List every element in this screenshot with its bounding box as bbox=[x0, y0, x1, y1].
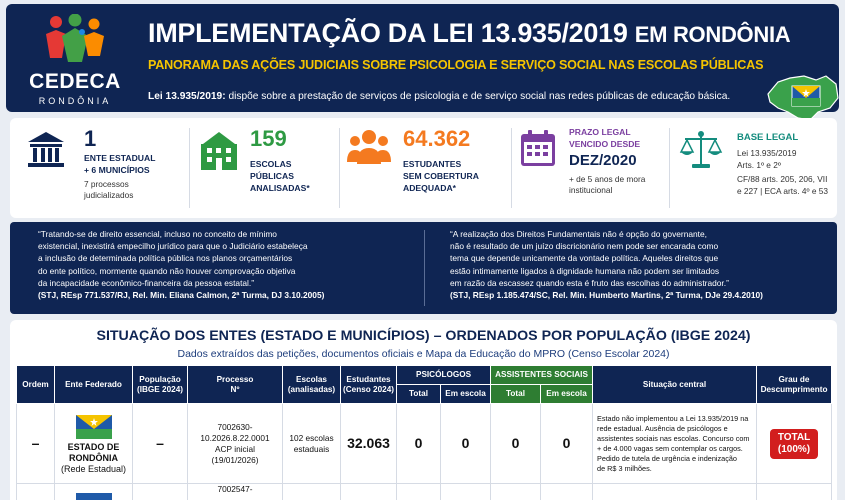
quote-left-line: a inclusão de determinada política pública nos planos orçamentários bbox=[38, 253, 293, 264]
cell-ordem: – bbox=[17, 404, 55, 484]
calendar-icon bbox=[519, 128, 557, 168]
cell-empty bbox=[283, 484, 341, 500]
quote-right-line: em razão da escassez quando esta é fruto das escolhas do administrador.” bbox=[450, 277, 729, 288]
header-processo bbox=[188, 366, 283, 404]
escolas-label-2: PÚBLICAS bbox=[250, 171, 294, 181]
header-estudantes bbox=[341, 366, 397, 404]
base-legal-arts: Arts. 1º e 2º bbox=[737, 160, 781, 170]
base-legal-cf: CF/88 arts. 205, 206, VII bbox=[737, 174, 828, 184]
quote-right-line: tema que depende unicamente da vontade política. Aqueles direitos que bbox=[450, 253, 719, 264]
entes-judicializados: judicializados bbox=[84, 190, 134, 200]
prazo-institucional: institucional bbox=[569, 185, 613, 195]
situacao-section bbox=[10, 320, 837, 500]
header-estudantes-line: Estudantes bbox=[346, 374, 391, 384]
base-legal-title: BASE LEGAL bbox=[737, 132, 799, 143]
situacao-line: Pedido de tutela de urgência e indenização bbox=[597, 453, 737, 463]
stat-base-legal bbox=[675, 118, 835, 218]
title-main: IMPLEMENTAÇÃO DA LEI 13.935/2019 bbox=[148, 18, 628, 48]
cell-empty bbox=[397, 484, 441, 500]
processo-line: 7002630- bbox=[217, 421, 253, 432]
brand-name: CEDECA bbox=[29, 70, 121, 93]
quote-left-line: existencial, inexistirá empecilho jurídico para que o Judiciário estabeleça bbox=[38, 241, 308, 252]
brand-subtitle: RONDÔNIA bbox=[38, 96, 112, 106]
ente-name-line: ESTADO DE bbox=[67, 441, 120, 452]
header-ordem: Ordem bbox=[17, 366, 55, 404]
prazo-mora: + de 5 anos de mora bbox=[569, 174, 646, 184]
header-escolas-line: Escolas bbox=[296, 374, 327, 384]
cell-ass-escola: 0 bbox=[541, 404, 593, 484]
cell-empty bbox=[491, 484, 541, 500]
quote-right-line: “A realização dos Direitos Fundamentais não é opção do governante, bbox=[450, 229, 707, 239]
quote-left bbox=[38, 228, 418, 301]
header-populacao bbox=[133, 366, 188, 404]
table-row bbox=[17, 404, 832, 484]
ente-name-line: RONDÔNIA bbox=[69, 452, 118, 463]
header-grau bbox=[757, 366, 832, 404]
header-populacao-line: População bbox=[139, 374, 181, 384]
header-grau-line: Descumprimento bbox=[760, 384, 828, 394]
quote-left-line: “Tratando-se de direito essencial, incluso no conceito de mínimo bbox=[38, 229, 277, 239]
situacao-line: Estado não implementou a Lei 13.935/2019 na bbox=[597, 413, 749, 423]
base-legal-lei: Lei 13.935/2019 bbox=[737, 148, 797, 158]
cell-estudantes: 32.063 bbox=[341, 404, 397, 484]
badge-line: TOTAL bbox=[777, 431, 811, 443]
scales-of-justice-icon bbox=[679, 130, 723, 170]
header-processo-line: Processo bbox=[216, 374, 254, 384]
header-psicologos: PSICÓLOGOS bbox=[397, 366, 491, 385]
quote-right-line: não é resultado de um juízo discricionário nem pode ser encarada como bbox=[450, 241, 719, 252]
quote-right-line: estão intimamente ligados à dignidade humana não podem ser limitados bbox=[450, 265, 720, 276]
entes-label-1: ENTE ESTADUAL bbox=[84, 153, 156, 163]
processo-line: 10.2026.8.22.0001 bbox=[200, 432, 270, 443]
entes-count: 1 bbox=[84, 126, 97, 151]
quote-left-reference: (STJ, REsp 771.537/RJ, Rel. Min. Eliana Calmon, 2ª Turma, DJ 3.10.2005) bbox=[38, 290, 325, 301]
cell-empty bbox=[341, 484, 397, 500]
situacao-line: de R$ 3 milhões. bbox=[597, 463, 652, 473]
cedeca-logo bbox=[20, 12, 130, 104]
section-subtitle: Dados extraídos das petições, documentos oficiais e Mapa da Educação do MPRO (Censo Escolar 2024) bbox=[177, 348, 670, 360]
escolas-line: 102 escolas bbox=[289, 432, 334, 443]
cell-empty bbox=[757, 484, 832, 500]
header-assistentes: ASSISTENTES SOCIAIS bbox=[491, 366, 593, 385]
cell-ente bbox=[55, 404, 133, 484]
page-subtitle: PANORAMA DAS AÇÕES JUDICIAIS SOBRE PSICOLOGIA E SERVIÇO SOCIAL NAS ESCOLAS PÚBLICAS bbox=[148, 58, 764, 72]
ente-rede: (Rede Estadual) bbox=[60, 463, 127, 474]
table-row bbox=[17, 484, 832, 500]
stat-prazo bbox=[517, 118, 667, 218]
cell-flag bbox=[55, 484, 133, 500]
header-populacao-line: (IBGE 2024) bbox=[137, 384, 183, 394]
estudantes-label-3: ADEQUADA* bbox=[403, 183, 456, 193]
quotes-panel bbox=[10, 222, 837, 314]
prazo-label-2: VENCIDO DESDE bbox=[569, 139, 641, 149]
quote-right bbox=[450, 228, 835, 301]
quote-divider bbox=[424, 230, 425, 306]
escolas-label-3: ANALISADAS* bbox=[250, 183, 310, 193]
school-icon bbox=[199, 130, 239, 172]
header-ente: Ente Federado bbox=[55, 366, 133, 404]
situacao-line: assistentes sociais nas escolas. Concurso com bbox=[597, 433, 750, 443]
processo-line: (19/01/2026) bbox=[211, 454, 259, 465]
rondonia-flag-icon bbox=[76, 415, 112, 439]
stat-entes bbox=[22, 118, 182, 218]
processo-line: ACP inicial bbox=[215, 443, 255, 454]
flag-icon bbox=[76, 493, 112, 500]
title-suffix: EM RONDÔNIA bbox=[634, 22, 791, 47]
cell-empty bbox=[133, 484, 188, 500]
cell-empty bbox=[17, 484, 55, 500]
entes-processos: 7 processos bbox=[84, 179, 129, 189]
estudantes-label-1: ESTUDANTES bbox=[403, 159, 462, 169]
students-icon bbox=[347, 128, 391, 168]
cell-processo-2: 7002547- bbox=[188, 484, 283, 500]
estudantes-label-2: SEM COBERTURA bbox=[403, 171, 479, 181]
law-text: dispõe sobre a prestação de serviços de psicologia e de serviço social nas redes públicas de educação básica. bbox=[228, 91, 731, 102]
stat-estudantes bbox=[345, 118, 510, 218]
cell-empty bbox=[593, 484, 757, 500]
header-estudantes-line: (Censo 2024) bbox=[343, 384, 394, 394]
header-situacao: Situação central bbox=[593, 366, 757, 404]
escolas-line: estaduais bbox=[293, 443, 330, 454]
cell-grau bbox=[757, 404, 832, 484]
cell-psi-escola: 0 bbox=[441, 404, 491, 484]
rondonia-map-icon bbox=[764, 72, 842, 124]
prazo-label-1: PRAZO LEGAL bbox=[569, 127, 631, 137]
escolas-label-1: ESCOLAS bbox=[250, 159, 292, 169]
estudantes-count: 64.362 bbox=[403, 126, 471, 151]
situacao-line: rede estadual. Ausência de psicólogos e bbox=[597, 423, 728, 433]
cell-ass-total: 0 bbox=[491, 404, 541, 484]
stats-panel bbox=[10, 118, 837, 218]
header-banner bbox=[6, 4, 839, 112]
status-badge bbox=[770, 429, 818, 459]
entes-table bbox=[16, 365, 832, 500]
header-escolas bbox=[283, 366, 341, 404]
header-psi-total: Total bbox=[397, 385, 441, 404]
law-label: Lei 13.935/2019: bbox=[148, 91, 226, 102]
quote-left-line: da incapacidade econômico-financeira da pessoa estatal.” bbox=[38, 277, 255, 288]
quote-left-line: do ente político, mormente quando não houver comprovação objetiva bbox=[38, 265, 296, 276]
header-grau-line: Grau de bbox=[778, 374, 810, 384]
cell-populacao: – bbox=[133, 404, 188, 484]
quote-right-reference: (STJ, REsp 1.185.474/SC, Rel. Min. Humberto Martins, 2ª Turma, DJe 29.4.2010) bbox=[450, 290, 763, 301]
cell-situacao bbox=[593, 404, 757, 484]
header-ass-total: Total bbox=[491, 385, 541, 404]
page-title bbox=[148, 18, 828, 49]
cell-processo bbox=[188, 404, 283, 484]
escolas-count: 159 bbox=[250, 126, 287, 151]
cell-escolas bbox=[283, 404, 341, 484]
law-description bbox=[148, 91, 758, 102]
header-escolas-line: (analisadas) bbox=[287, 384, 336, 394]
header-psi-escola: Em escola bbox=[441, 385, 491, 404]
prazo-date: DEZ/2020 bbox=[569, 152, 637, 169]
entes-label-2: + 6 MUNICÍPIOS bbox=[84, 165, 150, 175]
stat-escolas bbox=[195, 118, 335, 218]
section-title: SITUAÇÃO DOS ENTES (ESTADO E MUNICÍPIOS) – ORDENADOS POR POPULAÇÃO (IBGE 2024) bbox=[96, 328, 751, 344]
people-logo-icon bbox=[42, 14, 108, 64]
header-ass-escola: Em escola bbox=[541, 385, 593, 404]
base-legal-eca: e 227 | ECA arts. 4º e 53 bbox=[737, 186, 828, 196]
cell-empty bbox=[441, 484, 491, 500]
cell-empty bbox=[541, 484, 593, 500]
cell-psi-total: 0 bbox=[397, 404, 441, 484]
header-processo-line: Nº bbox=[230, 384, 240, 394]
badge-line: (100%) bbox=[777, 443, 811, 455]
situacao-line: + de 4.000 vagas sem contemplar os cargos. bbox=[597, 443, 743, 453]
courthouse-icon bbox=[26, 130, 66, 170]
